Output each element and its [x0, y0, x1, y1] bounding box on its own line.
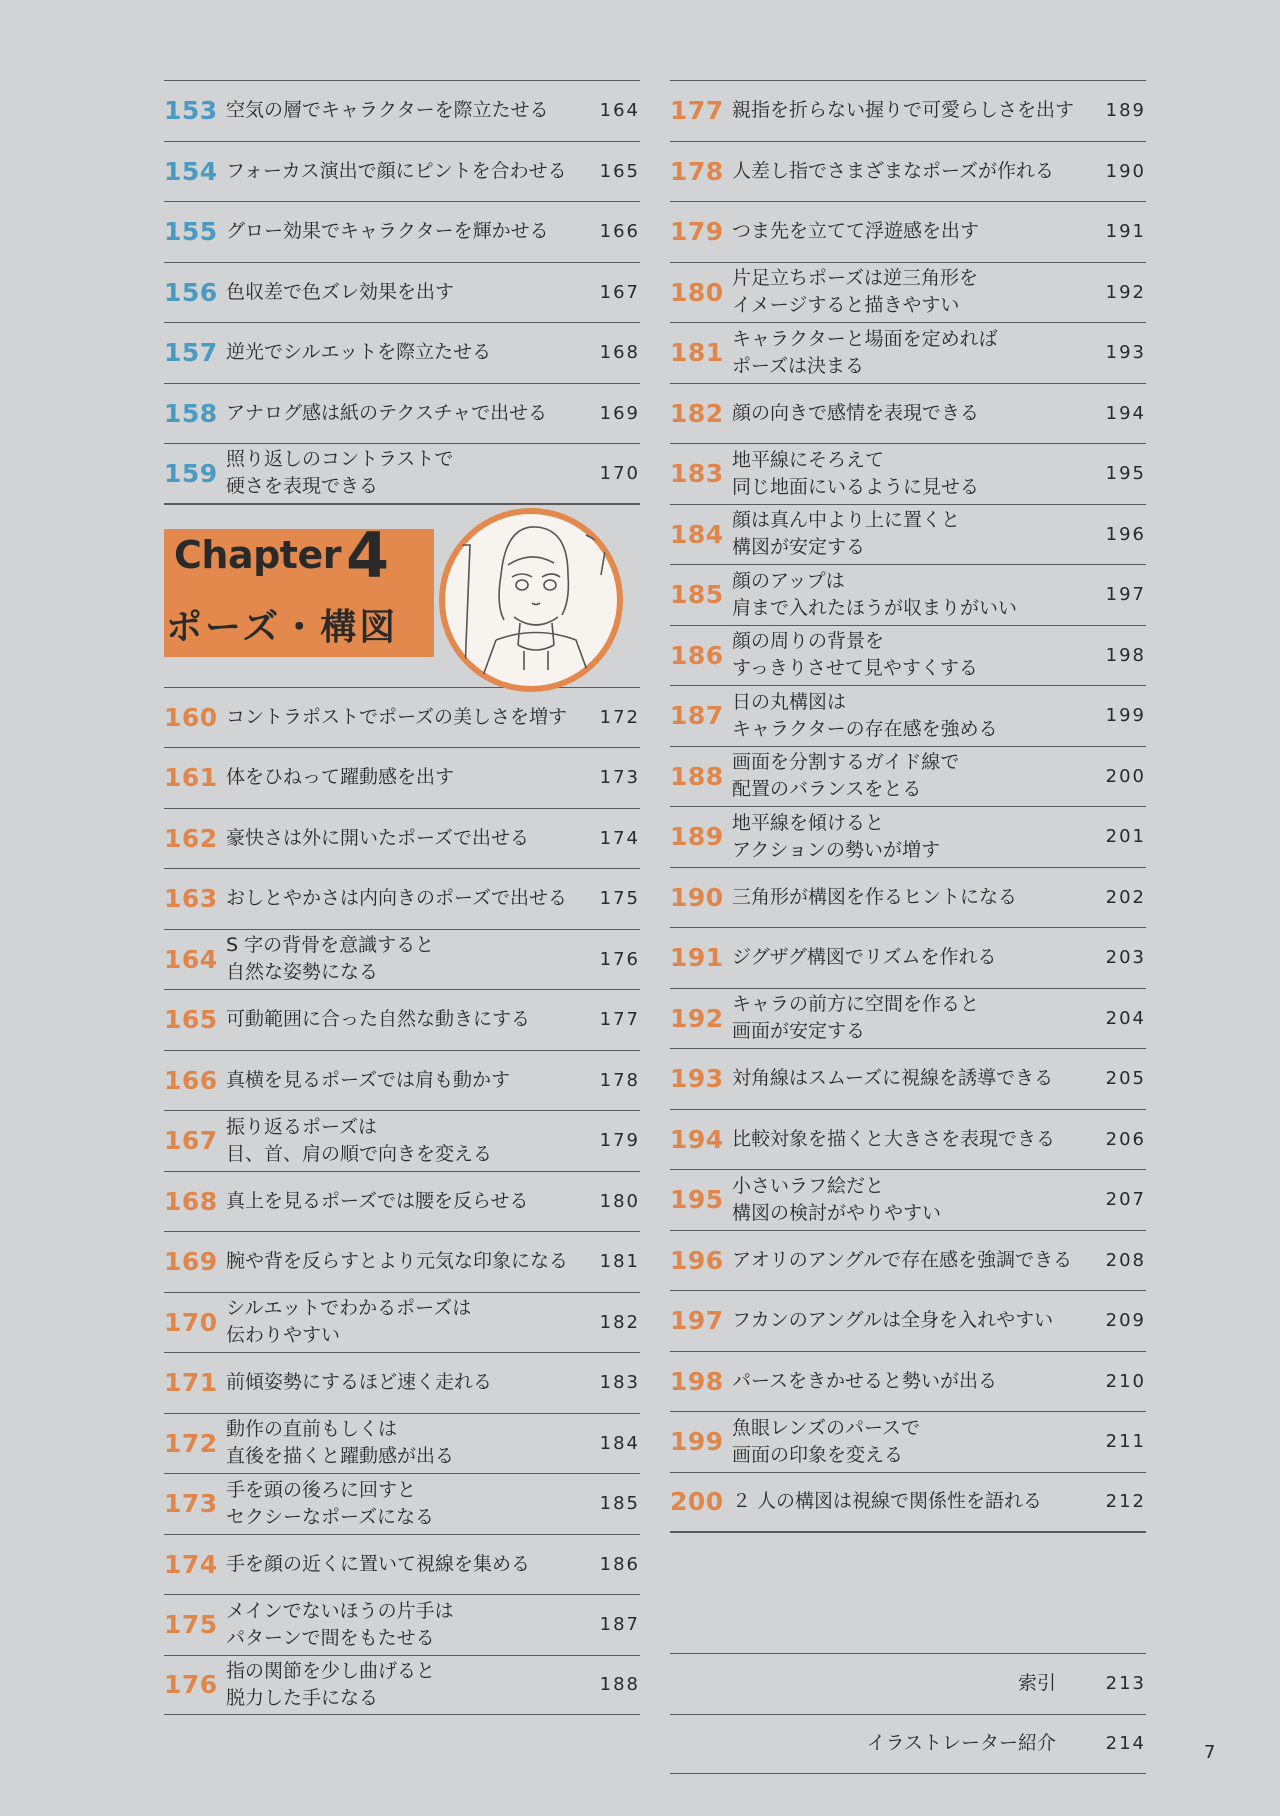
entry-title: 振り返るポーズは 目、首、肩の順で向きを変える — [226, 1115, 493, 1165]
entry-page: 179 — [599, 1130, 640, 1152]
entry-title: 索引 — [1017, 1672, 1056, 1695]
entry-number: 195 — [670, 1185, 724, 1215]
chapter-4-header — [164, 504, 640, 687]
entry-number: 185 — [670, 580, 724, 610]
entry-number: 190 — [670, 882, 724, 912]
entry-title: 真上を見るポーズでは腰を反らせる — [226, 1189, 529, 1212]
entry-title: 前傾姿勢にするほど速く走れる — [226, 1371, 493, 1394]
toc-entry[interactable] — [164, 383, 640, 444]
entry-title: アナログ感は紙のテクスチャで出せる — [226, 401, 548, 424]
entry-title: 画面を分割するガイド線で 配置のバランスをとる — [732, 751, 960, 801]
entry-page: 174 — [599, 827, 640, 849]
entry-number: 175 — [164, 1610, 218, 1640]
chapter-title: ポーズ・構図 — [166, 606, 399, 648]
toc-entry[interactable] — [164, 929, 640, 990]
entry-page: 186 — [599, 1553, 640, 1575]
entry-number: 182 — [670, 398, 724, 428]
entry-number: 187 — [670, 701, 724, 731]
toc-entry[interactable] — [164, 808, 640, 869]
entry-title: 親指を折らない握りで可愛らしさを出す — [732, 99, 1075, 122]
toc-entry[interactable] — [670, 201, 1146, 262]
toc-entry[interactable] — [670, 1653, 1146, 1714]
entry-page: 200 — [1105, 765, 1146, 787]
entry-page: 204 — [1105, 1007, 1146, 1029]
entry-title: 対角線はスムーズに視線を誘導できる — [732, 1067, 1054, 1090]
entry-title: おしとやかさは内向きのポーズで出せる — [226, 887, 568, 910]
toc-entry[interactable] — [670, 1290, 1146, 1351]
toc-entry[interactable] — [164, 1655, 640, 1716]
toc-entry[interactable] — [670, 1230, 1146, 1291]
toc-entry[interactable] — [670, 504, 1146, 565]
entry-title: ２ 人の構図は視線で関係性を語れる — [732, 1490, 1043, 1513]
entry-page: 197 — [1105, 584, 1146, 606]
toc-entry[interactable] — [164, 1110, 640, 1171]
entry-number: 164 — [164, 944, 218, 974]
entry-page: 211 — [1105, 1431, 1146, 1453]
entry-title: つま先を立てて浮遊感を出す — [732, 220, 980, 243]
entry-title: イラストレーター紹介 — [866, 1732, 1056, 1755]
entry-page: 212 — [1105, 1491, 1146, 1513]
toc-entry[interactable] — [670, 1472, 1146, 1533]
entry-number: 159 — [164, 458, 218, 488]
entry-page: 189 — [1105, 100, 1146, 122]
toc-entry[interactable] — [670, 564, 1146, 625]
entry-title: 手を顔の近くに置いて視線を集める — [226, 1552, 531, 1575]
appendix-entries — [670, 1653, 1146, 1774]
entry-page: 173 — [599, 767, 640, 789]
left-column — [164, 80, 640, 1715]
entry-title: 豪快さは外に開いたポーズで出せる — [226, 826, 530, 849]
entry-title: 照り返しのコントラストで 硬さを表現できる — [226, 448, 454, 498]
entry-page: 198 — [1105, 644, 1146, 666]
right-column — [670, 80, 1146, 1774]
toc-entry[interactable] — [670, 383, 1146, 444]
entry-title: 顔のアップは 肩まで入れたほうが収まりがいい — [732, 569, 1018, 619]
entry-title: フォーカス演出で顔にピントを合わせる — [226, 159, 567, 182]
entry-number: 181 — [670, 338, 724, 368]
entry-title: グロー効果でキャラクターを輝かせる — [226, 220, 549, 243]
entry-number: 155 — [164, 217, 218, 247]
entry-page: 202 — [1105, 886, 1146, 908]
entry-title: メインでないほうの片手は パターンで間をもたせる — [226, 1599, 454, 1649]
entry-number: 156 — [164, 277, 218, 307]
toc-entry[interactable] — [164, 868, 640, 929]
entry-title: 逆光でシルエットを際立たせる — [226, 341, 492, 364]
entry-page: 209 — [1105, 1310, 1146, 1332]
entry-page: 164 — [599, 100, 640, 122]
entry-page: 206 — [1105, 1128, 1146, 1150]
toc-entry[interactable] — [164, 262, 640, 323]
entry-title: 顔の向きで感情を表現できる — [732, 401, 980, 424]
entry-number: 158 — [164, 398, 218, 428]
entry-title: ジグザグ構図でリズムを作れる — [732, 946, 997, 969]
entry-number: 197 — [670, 1306, 724, 1336]
toc-entry[interactable] — [164, 687, 640, 748]
entry-page: 172 — [599, 706, 640, 728]
entry-page: 180 — [599, 1190, 640, 1212]
toc-entry[interactable] — [164, 322, 640, 383]
entry-page: 170 — [599, 462, 640, 484]
entry-title: 顔の周りの背景を すっきりさせて見やすくする — [732, 630, 978, 680]
entry-page: 181 — [599, 1251, 640, 1273]
entry-title: 地平線を傾けると アクションの勢いが増す — [732, 811, 941, 861]
entry-page: 196 — [1105, 523, 1146, 545]
toc-entry[interactable] — [670, 806, 1146, 867]
entry-page: 194 — [1105, 402, 1146, 424]
entry-title: 動作の直前もしくは 直後を描くと躍動感が出る — [226, 1418, 455, 1468]
entry-title: 空気の層でキャラクターを際立たせる — [226, 99, 549, 122]
entry-title: 真横を見るポーズでは肩も動かす — [226, 1068, 511, 1091]
entry-page: 185 — [599, 1493, 640, 1515]
chapter-3-entries — [164, 80, 640, 504]
page-number: 7 — [1204, 1742, 1216, 1763]
entry-title: 人差し指でさまざまなポーズが作れる — [732, 159, 1055, 182]
toc-entry[interactable] — [670, 1109, 1146, 1170]
entry-page: 166 — [599, 221, 640, 243]
chapter-number: 4 — [346, 518, 390, 592]
entry-number: 157 — [164, 338, 218, 368]
entry-page: 201 — [1105, 826, 1146, 848]
toc-entry[interactable] — [164, 989, 640, 1050]
entry-title: シルエットでわかるポーズは 伝わりやすい — [226, 1297, 472, 1347]
entry-title: キャラの前方に空間を作ると 画面が安定する — [732, 993, 980, 1043]
entry-page: 193 — [1105, 342, 1146, 364]
entry-title: 魚眼レンズのパースで 画面の印象を変える — [732, 1416, 921, 1466]
entry-number: 188 — [670, 761, 724, 791]
entry-title: 片足立ちポーズは逆三角形を イメージすると描きやすい — [732, 267, 979, 317]
entry-number: 180 — [670, 277, 724, 307]
entry-title: キャラクターと場面を定めれば ポーズは決まる — [732, 327, 998, 377]
entry-title: 腕や背を反らすとより元気な印象になる — [226, 1250, 569, 1273]
entry-page: 182 — [599, 1311, 640, 1333]
toc-entry[interactable] — [670, 1714, 1146, 1775]
toc-entry[interactable] — [670, 625, 1146, 686]
entry-title: 地平線にそろえて 同じ地面にいるように見せる — [732, 448, 980, 498]
entry-number: 198 — [670, 1366, 724, 1396]
entry-number: 174 — [164, 1549, 218, 1579]
entry-number: 154 — [164, 156, 218, 186]
entry-page: 208 — [1105, 1249, 1146, 1271]
entry-number: 178 — [670, 156, 724, 186]
entry-number: 153 — [164, 96, 218, 126]
entry-page: 203 — [1105, 947, 1146, 969]
toc-entry[interactable] — [164, 1413, 640, 1474]
entry-number: 199 — [670, 1427, 724, 1457]
toc-entry[interactable] — [164, 1171, 640, 1232]
toc-entry[interactable] — [670, 988, 1146, 1049]
entry-number: 165 — [164, 1005, 218, 1035]
entry-title: 体をひねって躍動感を出す — [226, 766, 455, 789]
entry-page: 199 — [1105, 705, 1146, 727]
toc-entry[interactable] — [164, 747, 640, 808]
toc-entry[interactable] — [164, 443, 640, 504]
entry-number: 161 — [164, 763, 218, 793]
toc-entry[interactable] — [670, 746, 1146, 807]
toc-entry[interactable] — [670, 322, 1146, 383]
entry-page: 210 — [1105, 1370, 1146, 1392]
entry-page: 213 — [1105, 1673, 1146, 1695]
entry-number: 179 — [670, 217, 724, 247]
toc-entry[interactable] — [670, 262, 1146, 323]
entry-number: 173 — [164, 1489, 218, 1519]
entry-number: 169 — [164, 1247, 218, 1277]
entry-page: 187 — [599, 1614, 640, 1636]
toc-entry[interactable] — [670, 685, 1146, 746]
toc-entry[interactable] — [164, 1352, 640, 1413]
entry-number: 189 — [670, 822, 724, 852]
entry-page: 175 — [599, 888, 640, 910]
toc-entry[interactable] — [164, 1473, 640, 1534]
entry-number: 184 — [670, 519, 724, 549]
toc-entry[interactable] — [164, 1050, 640, 1111]
toc-entry[interactable] — [164, 1292, 640, 1353]
entry-page: 169 — [599, 402, 640, 424]
toc-entry[interactable] — [164, 1534, 640, 1595]
entry-page: 178 — [599, 1069, 640, 1091]
toc-entry[interactable] — [670, 927, 1146, 988]
entry-title: 指の関節を少し曲げると 脱力した手になる — [226, 1659, 436, 1709]
entry-title: 手を頭の後ろに回すと セクシーなポーズになる — [226, 1478, 435, 1528]
entry-number: 183 — [670, 459, 724, 489]
toc-entry[interactable] — [670, 867, 1146, 928]
entry-title: アオリのアングルで存在感を強調できる — [732, 1248, 1073, 1271]
toc-entry[interactable] — [164, 1231, 640, 1292]
entry-title: 可動範囲に合った自然な動きにする — [226, 1008, 531, 1031]
entry-number: 194 — [670, 1124, 724, 1154]
entry-number: 176 — [164, 1670, 218, 1700]
toc-entry[interactable] — [164, 1594, 640, 1655]
entry-number: 193 — [670, 1064, 724, 1094]
entry-number: 166 — [164, 1065, 218, 1095]
entry-page: 207 — [1105, 1189, 1146, 1211]
entry-number: 163 — [164, 884, 218, 914]
entry-page: 190 — [1105, 160, 1146, 182]
toc-entry[interactable] — [670, 1411, 1146, 1472]
entry-number: 177 — [670, 96, 724, 126]
entry-page: 176 — [599, 948, 640, 970]
chapter-4-entries-left — [164, 687, 640, 1716]
entry-title: S 字の背骨を意識すると 自然な姿勢になる — [226, 934, 435, 984]
entry-number: 191 — [670, 943, 724, 973]
toc-entry[interactable] — [164, 201, 640, 262]
toc-entry[interactable] — [670, 1351, 1146, 1412]
entry-title: パースをきかせると勢いが出る — [732, 1369, 998, 1392]
entry-number: 172 — [164, 1428, 218, 1458]
entry-title: フカンのアングルは全身を入れやすい — [732, 1309, 1054, 1332]
toc-entry[interactable] — [670, 443, 1146, 504]
entry-title: 比較対象を描くと大きさを表現できる — [732, 1127, 1056, 1150]
entry-number: 200 — [670, 1487, 724, 1517]
entry-page: 191 — [1105, 221, 1146, 243]
entry-page: 177 — [599, 1009, 640, 1031]
toc-entry[interactable] — [670, 141, 1146, 202]
entry-title: 日の丸構図は キャラクターの存在感を強める — [732, 690, 998, 740]
chapter-label: Chapter — [174, 532, 341, 577]
entry-page: 195 — [1105, 463, 1146, 485]
entry-page: 165 — [599, 160, 640, 182]
entry-number: 196 — [670, 1245, 724, 1275]
toc-entry[interactable] — [670, 80, 1146, 141]
entry-number: 160 — [164, 702, 218, 732]
toc-entry[interactable] — [670, 1048, 1146, 1109]
entry-page: 168 — [599, 342, 640, 364]
entry-number: 192 — [670, 1003, 724, 1033]
section-divider — [670, 1532, 1146, 1653]
entry-page: 214 — [1105, 1733, 1146, 1755]
toc-entry[interactable] — [164, 141, 640, 202]
entry-title: コントラポストでポーズの美しさを増す — [226, 705, 568, 728]
toc-entry[interactable] — [164, 80, 640, 141]
chapter-illustration — [436, 505, 626, 695]
entry-title: 小さいラフ絵だと 構図の検討がやりやすい — [732, 1174, 942, 1224]
entry-page: 167 — [599, 281, 640, 303]
entry-page: 192 — [1105, 281, 1146, 303]
entry-title: 色収差で色ズレ効果を出す — [226, 280, 455, 303]
entry-number: 170 — [164, 1307, 218, 1337]
entry-number: 171 — [164, 1368, 218, 1398]
entry-title: 三角形が構図を作るヒントになる — [732, 885, 1018, 908]
toc-entry[interactable] — [670, 1169, 1146, 1230]
entry-page: 188 — [599, 1674, 640, 1696]
entry-number: 167 — [164, 1126, 218, 1156]
entry-title: 顔は真ん中より上に置くと 構図が安定する — [732, 509, 961, 559]
entry-number: 186 — [670, 640, 724, 670]
entry-page: 205 — [1105, 1068, 1146, 1090]
entry-page: 183 — [599, 1372, 640, 1394]
chapter-4-entries-right — [670, 80, 1146, 1532]
entry-page: 184 — [599, 1432, 640, 1454]
entry-number: 162 — [164, 823, 218, 853]
entry-number: 168 — [164, 1186, 218, 1216]
